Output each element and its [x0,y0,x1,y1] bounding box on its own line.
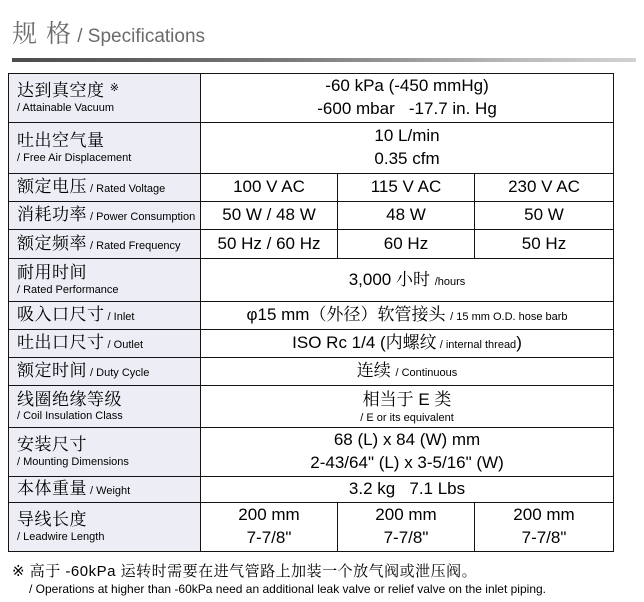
row-label [9,330,201,358]
row-label-zh: 额定频率 [17,233,87,253]
row-label [9,202,201,230]
value-line: -60 kPa (-450 mmHg) [325,76,489,96]
spec-row-mounting-dimensions [9,428,614,477]
spec-row-outlet [9,330,614,358]
row-label-zh: 吐出空气量 [17,131,105,151]
row-label-zh: 线圈绝缘等级 [17,389,122,409]
row-label-en: / Leadwire Length [17,530,105,543]
row-label-en: / Weight [87,485,131,498]
row-label [9,123,201,174]
value-line-small: / E or its equivalent [360,411,454,424]
value-line: -600 mbar -17.7 in. Hg [317,99,497,118]
row-value [201,386,614,428]
row-label-en: / Free Air Displacement [17,151,132,164]
row-label-en: / Rated Frequency [87,239,181,252]
row-value: 3.2 kg 7.1 Lbs [201,477,614,503]
row-label-zh: 吸入口尺寸 [17,305,105,325]
row-label-en: / Attainable Vacuum [17,101,115,114]
row-label-zh: 导线长度 [17,510,87,530]
row-label-en: / Rated Performance [17,283,119,296]
row-label [9,386,201,428]
spec-row-duty-cycle [9,358,614,386]
row-value [201,428,614,477]
row-label [9,302,201,330]
spec-row-attainable-vacuum [9,74,614,123]
row-label-zh: 额定电压 [17,177,87,197]
row-value-col1: 200 mm 7-7/8" [201,503,338,552]
row-value-col1: 100 V AC [201,174,338,202]
specifications-table [8,73,614,552]
row-value [201,123,614,174]
footnote-en: / Operations at higher than -60kPa need an additional leak valve or relief valve on the inlet piping. [29,582,546,597]
spec-row-weight [9,477,614,503]
value-line: 相当于 E 类 [362,390,452,410]
page-title [8,14,636,50]
spec-row-power-consumption [9,202,614,230]
spec-row-inlet [9,302,614,330]
row-value-col2: 48 W [338,202,475,230]
row-label-en: / Inlet [104,311,135,324]
row-label-zh: 吐出口尺寸 [17,333,105,353]
row-label-zh: 达到真空度 [17,81,105,101]
row-value-col2: 60 Hz [338,230,475,259]
footnote [12,562,636,598]
row-label [9,358,201,386]
row-value: 3,000 小时 /hours [201,259,614,302]
row-label [9,503,201,552]
row-value-col2: 200 mm 7-7/8" [338,503,475,552]
page-title-zh: 规 格 [12,20,72,48]
row-label-en: / Outlet [104,339,144,352]
spec-row-coil-insulation-class [9,386,614,428]
row-label [9,174,201,202]
row-label [9,259,201,302]
row-value-col3: 200 mm 7-7/8" [475,503,614,552]
row-label-en: / Duty Cycle [87,367,150,380]
value-line: 0.35 cfm [374,149,440,168]
row-label [9,477,201,503]
row-label-zh: 耐用时间 [17,263,87,283]
row-value-col1: 50 W / 48 W [201,202,338,230]
row-value [201,74,614,123]
row-label [9,74,201,123]
spec-row-rated-voltage [9,174,614,202]
footnote-zh: ※ 高于 -60kPa 运转时需要在进气管路上加装一个放气阀或泄压阀。 [12,562,478,580]
value-line: 10 L/min [374,126,440,146]
row-label-en: / Coil Insulation Class [17,410,123,423]
page-title-en: / Specifications [71,26,206,47]
spec-row-rated-frequency [9,230,614,259]
row-label-en: / Power Consumption [87,211,196,224]
row-value-col3: 230 V AC [475,174,614,202]
row-label [9,428,201,477]
row-label-zh: 消耗功率 [17,205,87,225]
row-value: ISO Rc 1/4 (内螺纹 / internal thread) [201,330,614,358]
spec-row-free-air-displacement [9,123,614,174]
row-label-en: / Mounting Dimensions [17,455,129,468]
row-value-col2: 115 V AC [338,174,475,202]
spec-row-leadwire-length [9,503,614,552]
row-label-zh: 安装尺寸 [17,435,87,455]
value-line: 68 (L) x 84 (W) mm [333,430,481,450]
row-label-zh: 额定时间 [17,361,87,381]
spec-row-rated-performance [9,259,614,302]
row-label-en: / Rated Voltage [87,183,166,196]
title-divider-rule [12,58,636,62]
value-line: 2-43/64" (L) x 3-5/16" (W) [310,453,504,472]
footnote-reference-mark: ※ [109,82,120,95]
row-label-zh: 本体重量 [17,479,87,499]
row-label [9,230,201,259]
row-value: 连续 / Continuous [201,358,614,386]
row-value-col1: 50 Hz / 60 Hz [201,230,338,259]
row-value-col3: 50 Hz [475,230,614,259]
row-value-col3: 50 W [475,202,614,230]
row-value: φ15 mm（外径）软管接头 / 15 mm O.D. hose barb [201,302,614,330]
